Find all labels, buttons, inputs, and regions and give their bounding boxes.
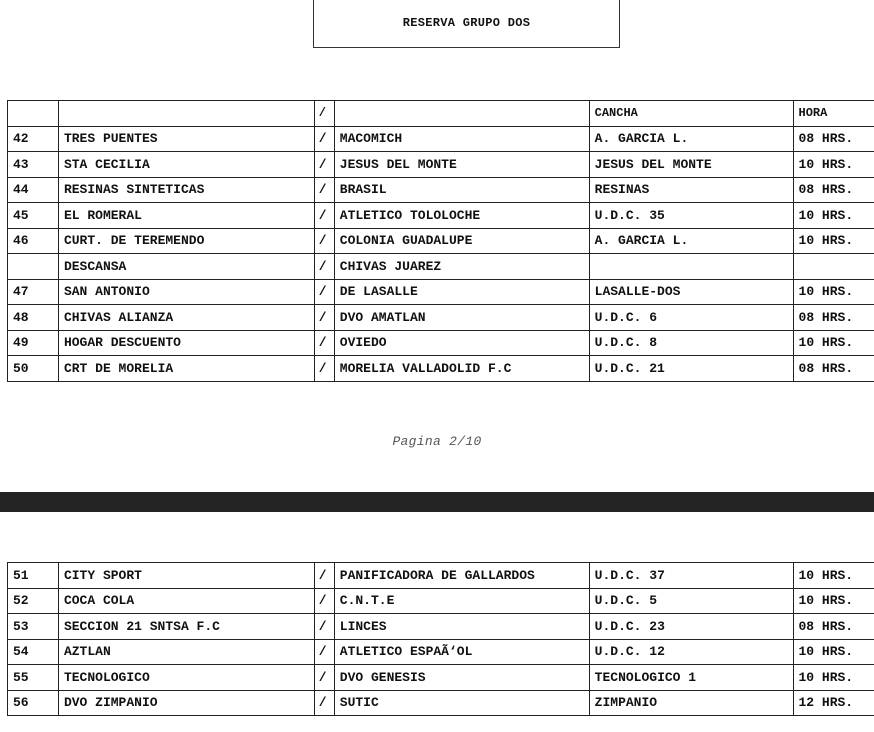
match-time: 10 HRS. xyxy=(793,330,874,356)
home-team: STA CECILIA xyxy=(58,152,314,178)
header-separator: / xyxy=(314,101,334,127)
page-divider xyxy=(0,492,874,512)
home-team: RESINAS SINTETICAS xyxy=(58,177,314,203)
match-time xyxy=(793,254,874,280)
match-number: 43 xyxy=(8,152,59,178)
field-name: U.D.C. 5 xyxy=(589,588,793,614)
field-name: U.D.C. 6 xyxy=(589,305,793,331)
home-team: SAN ANTONIO xyxy=(58,279,314,305)
header-number xyxy=(8,101,59,127)
field-name: LASALLE-DOS xyxy=(589,279,793,305)
away-team: MORELIA VALLADOLID F.C xyxy=(334,356,589,382)
versus-separator: / xyxy=(314,203,334,229)
versus-separator: / xyxy=(314,665,334,691)
match-time: 10 HRS. xyxy=(793,152,874,178)
field-name: U.D.C. 37 xyxy=(589,563,793,589)
header-away xyxy=(334,101,589,127)
home-team: TECNOLOGICO xyxy=(58,665,314,691)
away-team: CHIVAS JUAREZ xyxy=(334,254,589,280)
match-number: 42 xyxy=(8,126,59,152)
field-name xyxy=(589,254,793,280)
versus-separator: / xyxy=(314,639,334,665)
away-team: ATLETICO ESPAÃ‘OL xyxy=(334,639,589,665)
match-number: 55 xyxy=(8,665,59,691)
table-row xyxy=(8,203,874,229)
match-number: 50 xyxy=(8,356,59,382)
table-row xyxy=(8,690,874,716)
match-time: 12 HRS. xyxy=(793,690,874,716)
match-number: 46 xyxy=(8,228,59,254)
match-time: 08 HRS. xyxy=(793,126,874,152)
field-name: U.D.C. 21 xyxy=(589,356,793,382)
away-team: OVIEDO xyxy=(334,330,589,356)
home-team: SECCION 21 SNTSA F.C xyxy=(58,614,314,640)
match-number: 47 xyxy=(8,279,59,305)
table-row xyxy=(8,588,874,614)
versus-separator: / xyxy=(314,152,334,178)
header-time: HORA xyxy=(793,101,874,127)
match-number: 51 xyxy=(8,563,59,589)
match-number xyxy=(8,254,59,280)
away-team: JESUS DEL MONTE xyxy=(334,152,589,178)
versus-separator: / xyxy=(314,126,334,152)
match-number: 48 xyxy=(8,305,59,331)
away-team: SUTIC xyxy=(334,690,589,716)
table-header-row xyxy=(8,101,874,127)
home-team: DVO ZIMPANIO xyxy=(58,690,314,716)
field-name: U.D.C. 23 xyxy=(589,614,793,640)
versus-separator: / xyxy=(314,330,334,356)
away-team: C.N.T.E xyxy=(334,588,589,614)
match-time: 08 HRS. xyxy=(793,614,874,640)
field-name: U.D.C. 35 xyxy=(589,203,793,229)
document-title xyxy=(313,0,620,48)
versus-separator: / xyxy=(314,588,334,614)
header-field: CANCHA xyxy=(589,101,793,127)
table-row xyxy=(8,614,874,640)
header-home xyxy=(58,101,314,127)
table-row xyxy=(8,665,874,691)
home-team: AZTLAN xyxy=(58,639,314,665)
field-name: JESUS DEL MONTE xyxy=(589,152,793,178)
match-time: 08 HRS. xyxy=(793,356,874,382)
home-team: CRT DE MORELIA xyxy=(58,356,314,382)
table-row xyxy=(8,305,874,331)
home-team: CHIVAS ALIANZA xyxy=(58,305,314,331)
home-team: CITY SPORT xyxy=(58,563,314,589)
table-row xyxy=(8,126,874,152)
match-time: 10 HRS. xyxy=(793,203,874,229)
schedule-table-1 xyxy=(7,100,874,382)
match-time: 10 HRS. xyxy=(793,639,874,665)
match-time: 10 HRS. xyxy=(793,228,874,254)
page-number: Pagina 2/10 xyxy=(392,434,482,449)
field-name: ZIMPANIO xyxy=(589,690,793,716)
away-team: BRASIL xyxy=(334,177,589,203)
table-row xyxy=(8,228,874,254)
away-team: DVO AMATLAN xyxy=(334,305,589,331)
field-name: TECNOLOGICO 1 xyxy=(589,665,793,691)
match-number: 45 xyxy=(8,203,59,229)
match-number: 54 xyxy=(8,639,59,665)
versus-separator: / xyxy=(314,563,334,589)
field-name: U.D.C. 8 xyxy=(589,330,793,356)
table-row xyxy=(8,152,874,178)
field-name: A. GARCIA L. xyxy=(589,126,793,152)
away-team: ATLETICO TOLOLOCHE xyxy=(334,203,589,229)
home-team: EL ROMERAL xyxy=(58,203,314,229)
match-time: 10 HRS. xyxy=(793,563,874,589)
match-time: 08 HRS. xyxy=(793,177,874,203)
match-time: 10 HRS. xyxy=(793,588,874,614)
match-time: 10 HRS. xyxy=(793,665,874,691)
versus-separator: / xyxy=(314,177,334,203)
home-team: HOGAR DESCUENTO xyxy=(58,330,314,356)
document-title-text: RESERVA GRUPO DOS xyxy=(402,15,531,30)
versus-separator: / xyxy=(314,690,334,716)
away-team: MACOMICH xyxy=(334,126,589,152)
table-row xyxy=(8,254,874,280)
away-team: PANIFICADORA DE GALLARDOS xyxy=(334,563,589,589)
match-number: 53 xyxy=(8,614,59,640)
away-team: LINCES xyxy=(334,614,589,640)
versus-separator: / xyxy=(314,254,334,280)
versus-separator: / xyxy=(314,305,334,331)
match-number: 52 xyxy=(8,588,59,614)
schedule-table-2 xyxy=(7,562,874,716)
away-team: DVO GENESIS xyxy=(334,665,589,691)
table-row xyxy=(8,330,874,356)
table-row xyxy=(8,279,874,305)
field-name: RESINAS xyxy=(589,177,793,203)
home-team: COCA COLA xyxy=(58,588,314,614)
home-team: CURT. DE TEREMENDO xyxy=(58,228,314,254)
table-row xyxy=(8,639,874,665)
table-row xyxy=(8,563,874,589)
home-team: TRES PUENTES xyxy=(58,126,314,152)
table-row xyxy=(8,177,874,203)
match-time: 10 HRS. xyxy=(793,279,874,305)
home-team: DESCANSA xyxy=(58,254,314,280)
field-name: A. GARCIA L. xyxy=(589,228,793,254)
away-team: COLONIA GUADALUPE xyxy=(334,228,589,254)
field-name: U.D.C. 12 xyxy=(589,639,793,665)
match-number: 44 xyxy=(8,177,59,203)
match-time: 08 HRS. xyxy=(793,305,874,331)
match-number: 56 xyxy=(8,690,59,716)
versus-separator: / xyxy=(314,356,334,382)
versus-separator: / xyxy=(314,614,334,640)
away-team: DE LASALLE xyxy=(334,279,589,305)
match-number: 49 xyxy=(8,330,59,356)
table-row xyxy=(8,356,874,382)
versus-separator: / xyxy=(314,279,334,305)
versus-separator: / xyxy=(314,228,334,254)
